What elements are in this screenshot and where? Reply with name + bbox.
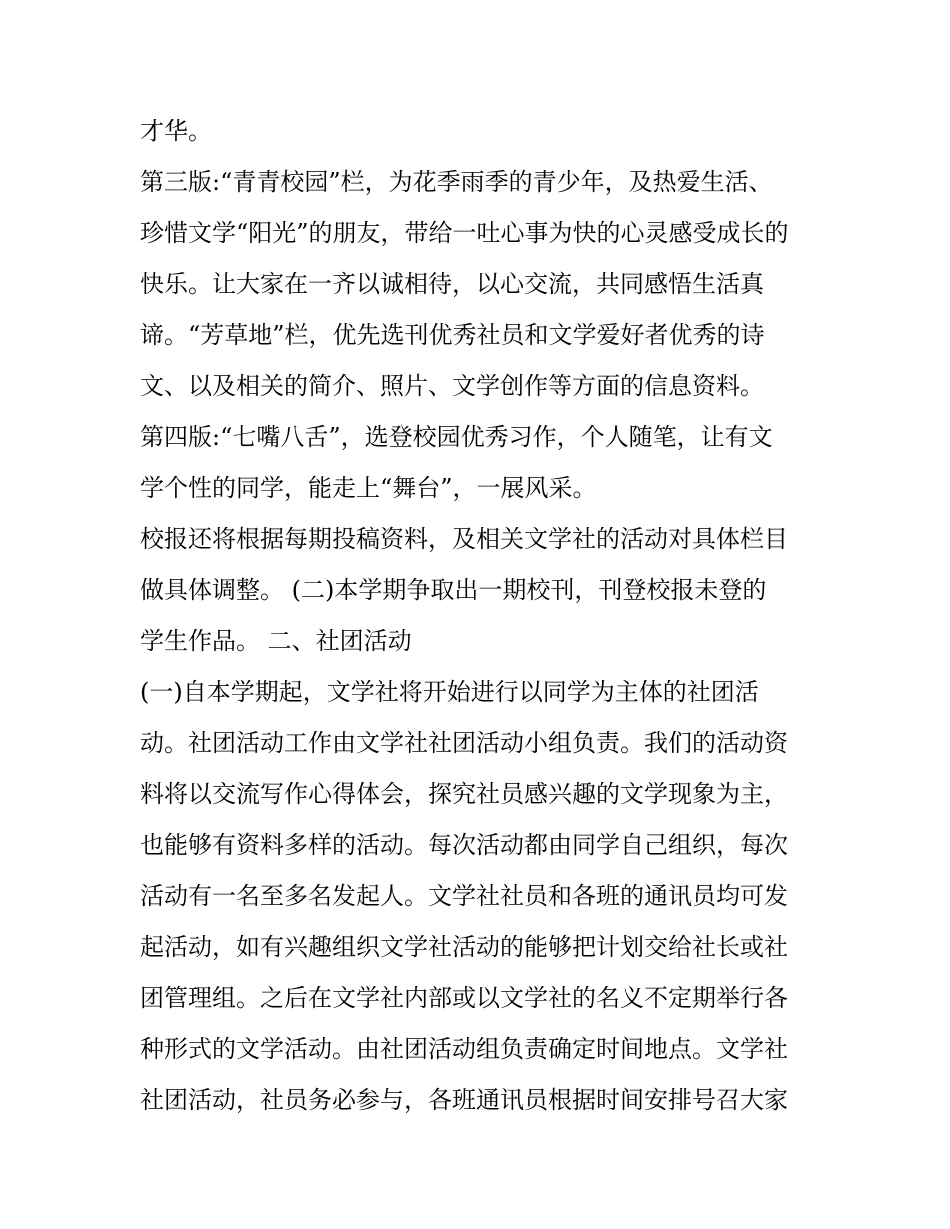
text-line: 第三版:“青青校园”栏，为花季雨季的青少年，及热爱生活、 <box>140 168 773 196</box>
text-line: 学个性的同学，能走上“舞台”，一展风采。 <box>140 474 597 502</box>
text-line: 谛。“芳草地”栏，优先选刊优秀社员和文学爱好者优秀的诗 <box>140 321 765 349</box>
text-line: 做具体调整。 (二)本学期争取出一期校刊，刊登校报未登的 <box>140 576 767 604</box>
text-line: 也能够有资料多样的活动。每次活动都由同学自己组织，每次 <box>140 831 788 859</box>
document-body <box>140 106 820 1126</box>
text-line: 珍惜文学“阳光”的朋友，带给一吐心事为快的心灵感受成长的 <box>140 219 789 247</box>
text-line: 校报还将根据每期投稿资料，及相关文学社的活动对具体栏目 <box>140 525 788 553</box>
text-line: 快乐。让大家在一齐以诚相待，以心交流，共同感悟生活真 <box>140 270 764 298</box>
text-line: 才华。 <box>140 117 212 145</box>
text-line: 社团活动，社员务必参与，各班通讯员根据时间安排号召大家 <box>140 1086 788 1114</box>
text-line: 料将以交流写作心得体会，探究社员感兴趣的文学现象为主， <box>140 780 788 808</box>
text-line: 动。社团活动工作由文学社社团活动小组负责。我们的活动资 <box>140 729 788 757</box>
text-line: 种形式的文学活动。由社团活动组负责确定时间地点。文学社 <box>140 1035 788 1063</box>
text-line: 学生作品。 二、社团活动 <box>140 627 412 655</box>
text-line: 活动有一名至多名发起人。文学社社员和各班的通讯员均可发 <box>140 882 788 910</box>
text-line: 起活动，如有兴趣组织文学社活动的能够把计划交给社长或社 <box>140 933 788 961</box>
text-line: 第四版:“七嘴八舌”，选登校园优秀习作，个人随笔，让有文 <box>140 423 773 451</box>
text-line: 团管理组。之后在文学社内部或以文学社的名义不定期举行各 <box>140 984 788 1012</box>
text-line: 文、以及相关的简介、照片、文学创作等方面的信息资料。 <box>140 372 764 400</box>
text-line: (一)自本学期起，文学社将开始进行以同学为主体的社团活 <box>140 678 759 706</box>
